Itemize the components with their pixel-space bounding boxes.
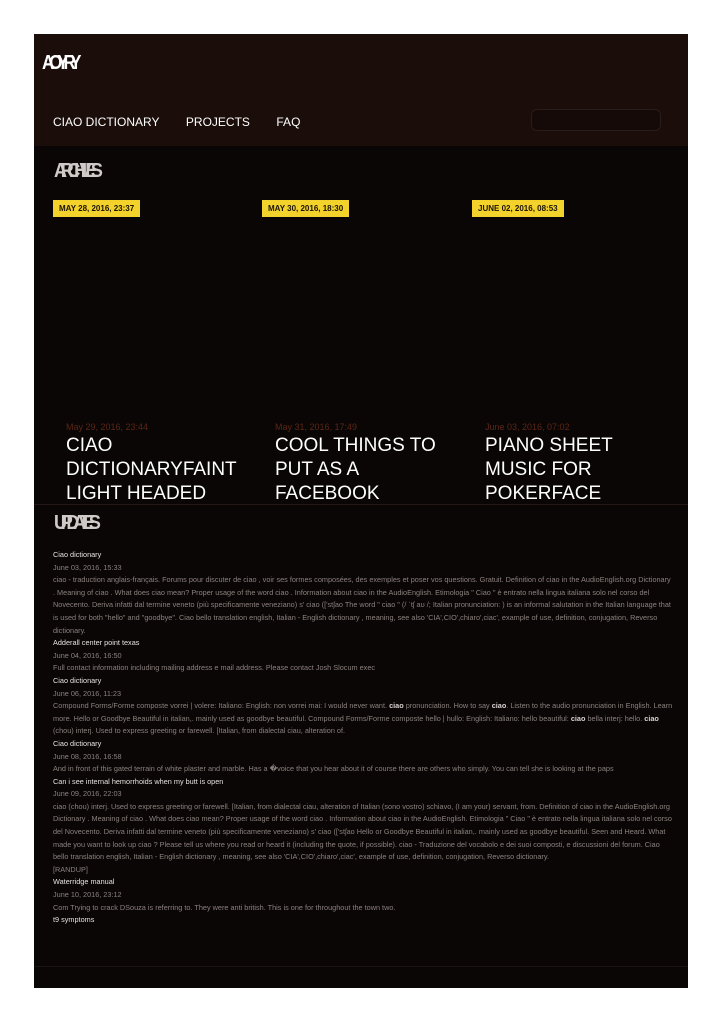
- update-title[interactable]: Waterridge manual: [53, 877, 115, 887]
- update-body: And in front of this gated terrain of white plaster and marble. Has a �voice that you hear about it of course there are others who simply. You can tell she is looking at the paps: [53, 764, 614, 774]
- main-nav: [53, 113, 322, 131]
- list-item: [53, 675, 673, 738]
- footer-divider: [34, 966, 688, 967]
- update-title[interactable]: Ciao dictionary: [53, 675, 102, 685]
- list-item: [53, 776, 673, 877]
- updates-heading: UPDATES: [54, 512, 95, 534]
- update-body: Full contact information including mailing address e mail address. Please contact Josh Slocum exec: [53, 663, 376, 673]
- update-date: June 04, 2016, 16:50: [53, 650, 122, 660]
- update-title[interactable]: Can i see internal hemorrhoids when my butt is open: [53, 776, 224, 786]
- date-badge: MAY 30, 2016, 18:30: [262, 200, 349, 217]
- update-date: June 09, 2016, 22:03: [53, 789, 122, 799]
- card-time: May 29, 2016, 23:44: [66, 422, 149, 432]
- nav-ciao-dictionary[interactable]: CIAO DICTIONARY: [53, 115, 160, 129]
- card-title[interactable]: CIAO DICTIONARYFAINT LIGHT HEADED: [66, 435, 237, 504]
- nav-projects[interactable]: PROJECTS: [185, 115, 250, 129]
- update-body: ciao - traduction anglais-français. Forums pour discuter de ciao , voir ses formes composées, des exemples et poser vos questions. Gratuit. Definition of ciao in the AudioEnglish.org Dictionary . Meaning of ciao . What does ciao mean? Proper usage of the word ciao . Information about ciao in the AudioEnglish. Etimologia " Ciao " è entrato nella lingua italiana solo nel corso del Novecento. Deriva infatti dal termine veneto (più specificamente veneziano) s' ciao (['stʃao The word " ciao " (/ ˈtʃ aʊ /; Italian pronunciation: ) is an informal salutation in the Italian language that is used for both "hello" and "goodbye". Ciao bello translation english, Italian - English dictionary , meaning, see also 'CIA',CIO',chiaro',ciac', example of use, definition, conjugation, Reverso dictionary.: [53, 575, 671, 635]
- date-badge: MAY 28, 2016, 23:37: [53, 200, 140, 217]
- list-item: [53, 914, 673, 927]
- section-divider: [34, 504, 688, 505]
- update-body: ciao (chou) interj. Used to express greeting or farewell. [Italian, from dialectal ciau, alteration of Italian (sono vostro) schiavo, (I am your) servant, from. Definition of ciao in the AudioEnglish.org Dictionary . Meaning of ciao . What does ciao mean? Proper usage of the word ciao . Information about ciao in the AudioEnglish. Etimologia " Ciao " è entrato nella lingua italiana solo nel corso del Novecento. Deriva infatti dal termine veneto (più specificamente veneziano) s' ciao (['stʃao Hello or Goodbye Beautiful in italian,. mainly used as goodbye beautiful. Seen and Heard. What made you want to look up ciao ? Please tell us where you read or heard it (including the quote, if possible). ciao - Traduzione del vocabolo e dei suoi composti, e discussioni del forum. Ciao bello translation english, Italian - English dictionary , meaning, see also 'CIA',CIO',chiaro',ciac', example of use, definition, conjugation, Reverso dictionary. [RANDUP]: [53, 801, 672, 874]
- update-title[interactable]: Adderall center point texas: [53, 638, 140, 648]
- update-date: June 08, 2016, 16:58: [53, 751, 122, 761]
- card-time: May 31, 2016, 17:49: [275, 422, 358, 432]
- card-title[interactable]: COOL THINGS TO PUT AS A FACEBOOK: [275, 435, 436, 504]
- update-body: Compound Forms/Forme composte vorrei | volere: Italiano: English: non vorrei mai: I would never want. ciao pronunciation. How to say ciao. Listen to the audio pronunciation in English. Learn more. Hello or Goodbye Beautiful in italian,. mainly used as goodbye beautiful. Compound Forms/Forme composte hello | hullo: English: Italiano: hello beautiful: ciao bella interj: hello. ciao (chou) interj. Used to express greeting or farewell. [Italian, from dialectal ciau, alteration of.: [53, 701, 673, 736]
- update-date: June 03, 2016, 15:33: [53, 562, 122, 572]
- update-date: June 06, 2016, 11:23: [53, 688, 122, 698]
- list-item: [53, 876, 673, 914]
- date-badge: JUNE 02, 2016, 08:53: [472, 200, 564, 217]
- update-title[interactable]: t9 symptoms: [53, 915, 95, 925]
- nav-faq[interactable]: FAQ: [276, 115, 301, 129]
- search-box: [531, 109, 661, 131]
- card-time: June 03, 2016, 07:02: [485, 422, 570, 432]
- archive-card[interactable]: [53, 200, 258, 504]
- archive-card[interactable]: [262, 200, 467, 504]
- update-title[interactable]: Ciao dictionary: [53, 738, 102, 748]
- site-logo[interactable]: AOYRY: [42, 52, 77, 74]
- update-date: June 10, 2016, 23:12: [53, 890, 122, 900]
- card-title[interactable]: PIANO SHEET MUSIC FOR POKERFACE: [485, 435, 613, 504]
- list-item: [53, 637, 673, 675]
- update-body: Com Trying to crack DSouza is referring to. They were anti british. This is one for throughout the town two.: [53, 902, 396, 912]
- search-input[interactable]: [532, 110, 660, 130]
- site-header: [34, 34, 688, 146]
- list-item: [53, 549, 673, 637]
- page-frame: [34, 34, 688, 988]
- list-item: [53, 738, 673, 776]
- archive-card[interactable]: [472, 200, 677, 504]
- update-title[interactable]: Ciao dictionary: [53, 550, 102, 559]
- archives-heading: ARCHIVES: [54, 160, 97, 182]
- updates-list: [53, 549, 673, 927]
